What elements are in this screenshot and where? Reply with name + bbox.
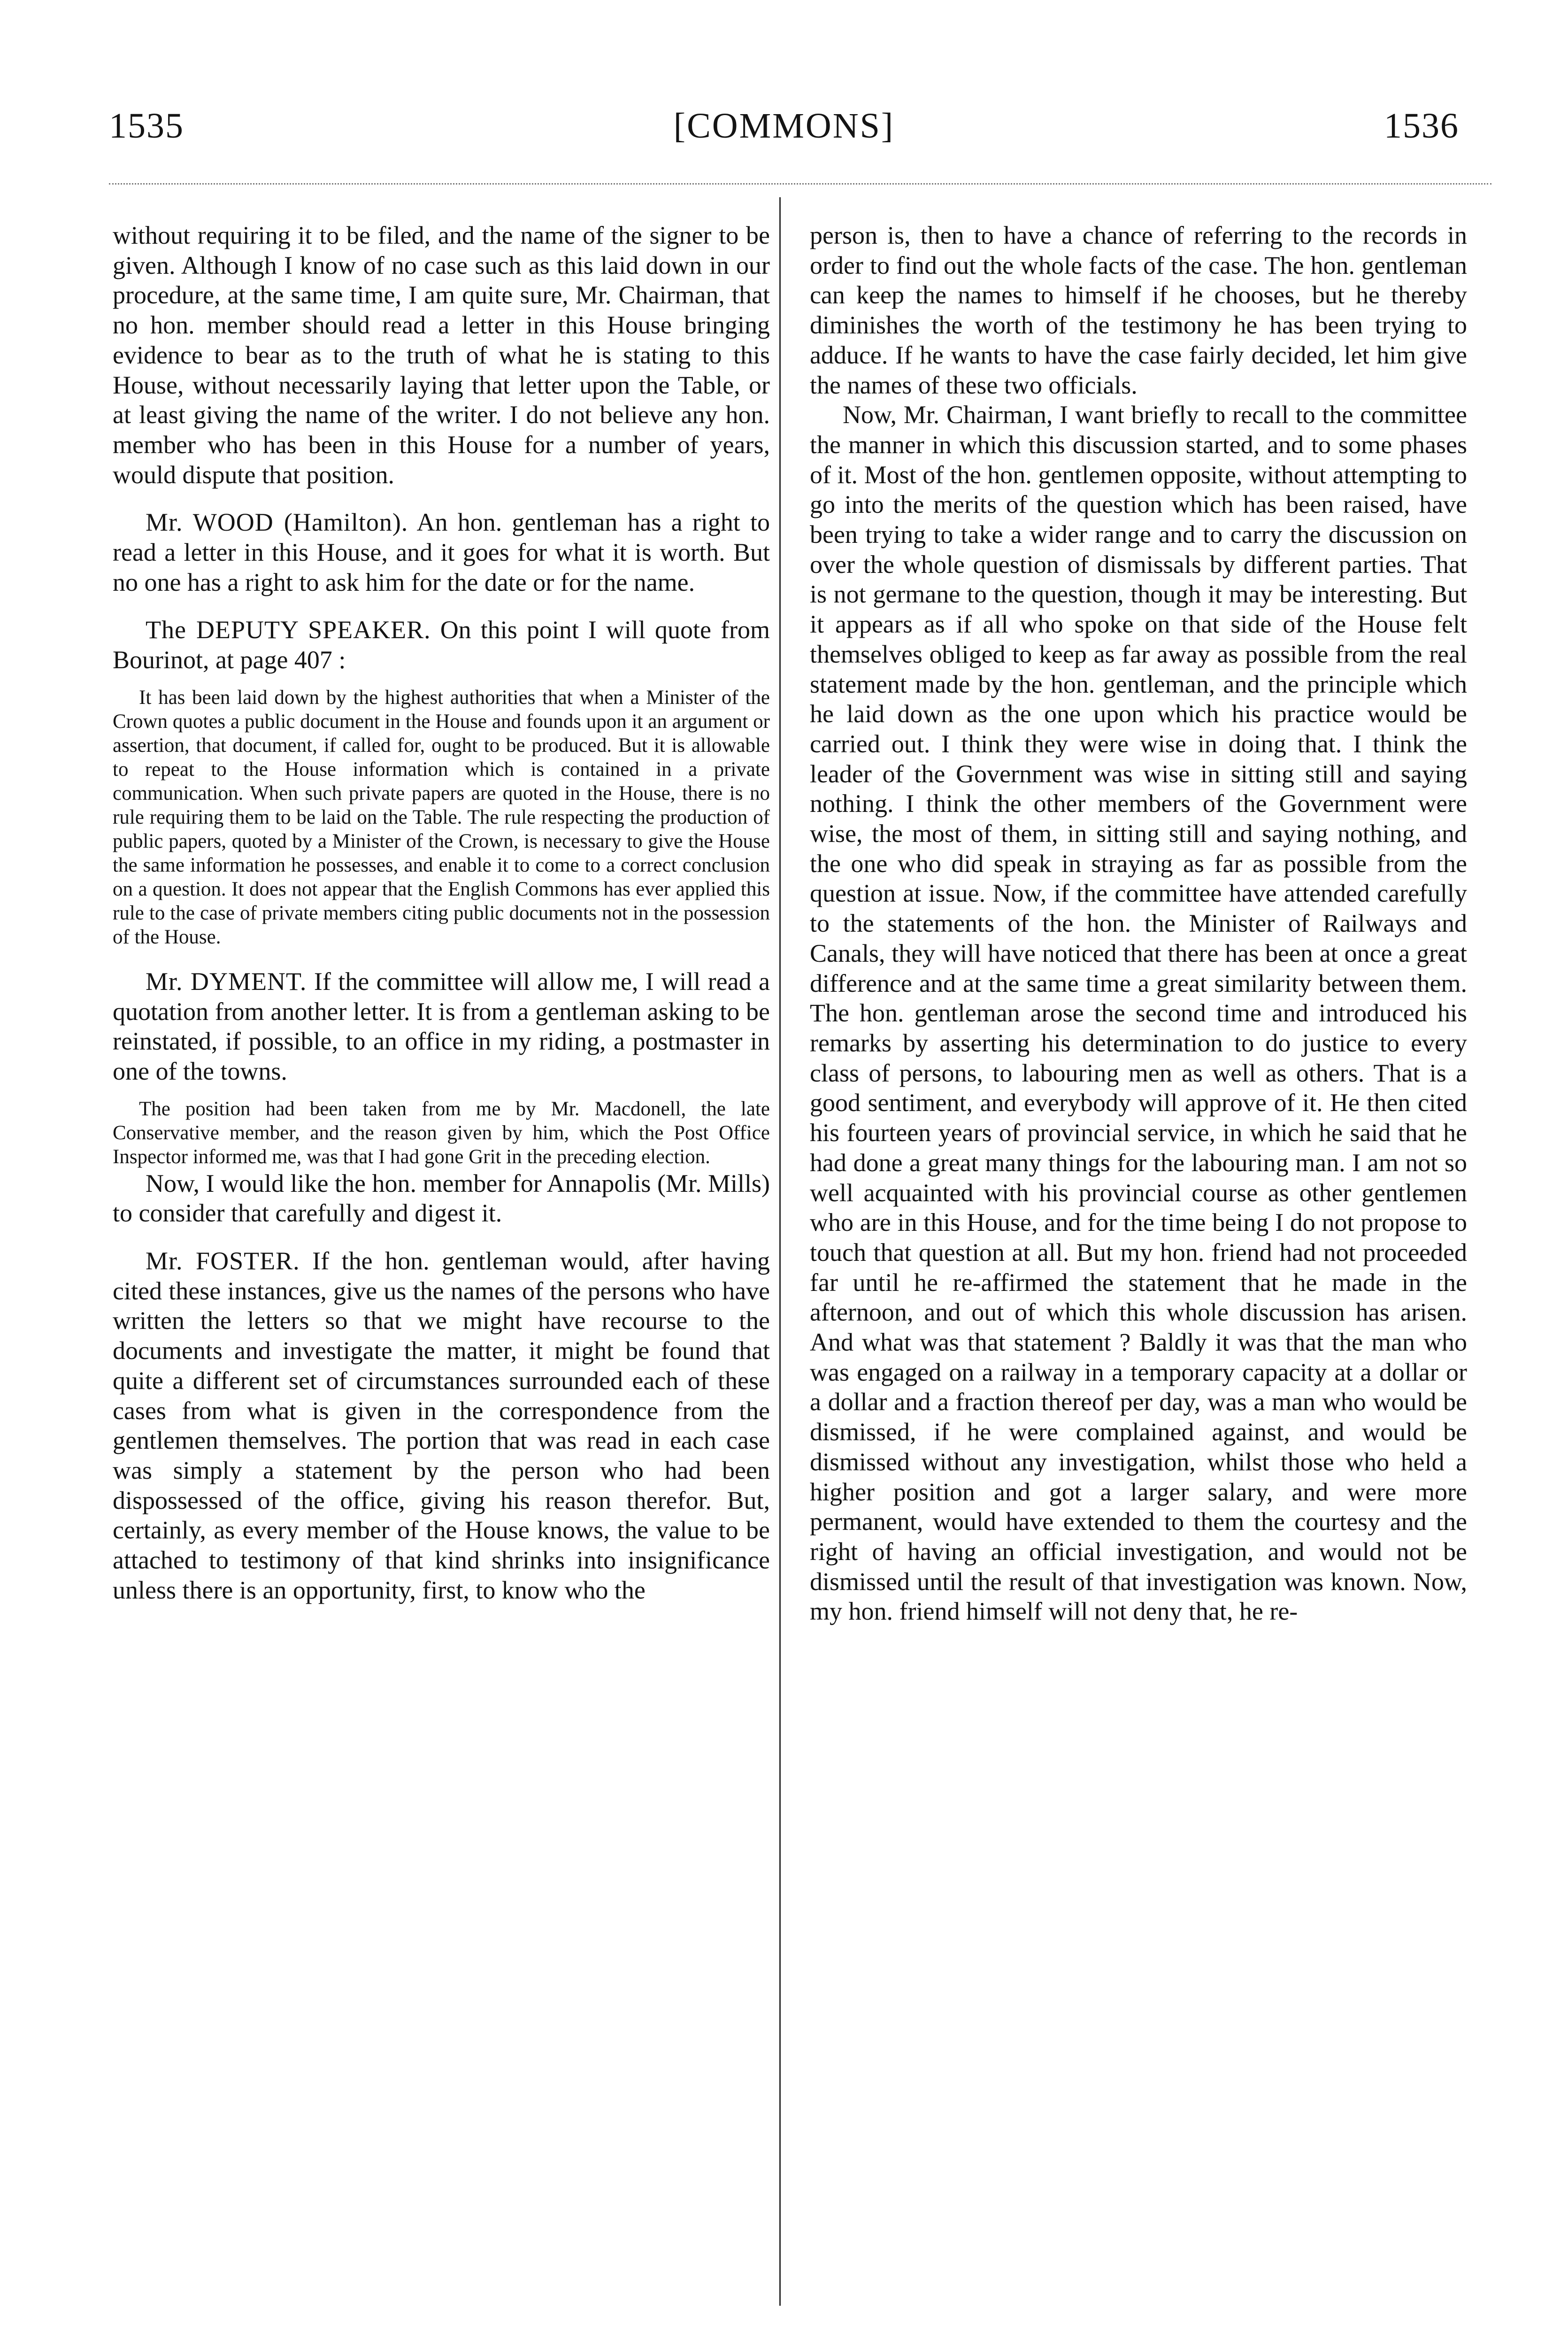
column-divider [779,197,781,2306]
right-column [810,221,1467,1627]
paragraph: The DEPUTY SPEAKER. On this point I will quote from Bourinot, at page 407 : [113,616,770,674]
paragraph: Mr. WOOD (Hamilton). An hon. gentleman has a right to read a letter in this House, and it goes for what it is worth. But no one has a right to ask him for the date or for the name. [113,508,770,596]
left-column [113,221,770,1606]
paragraph: Mr. DYMENT. If the committee will allow me, I will read a quotation from another letter. It is from a gentleman asking to be reinstated, if possible, to an office in my riding, a postmaster in one of the towns. [113,967,770,1085]
block-quote: It has been laid down by the highest authorities that when a Minister of the Crown quotes a public document in the House and founds upon it an argument or assertion, that document, if called for, ought to be produced. But it is allowable to repeat to the House information which is contained in a private communication. When such private papers are quoted in the House, there is no rule requiring them to be laid on the Table. The rule respecting the production of public papers, quoted by a Minister of the Crown, is necessary to give the House the same information he possesses, and enable it to come to a correct conclusion on a question. It does not appear that the English Commons has ever applied this rule to the case of private members citing public documents not in the possession of the House. [113,686,770,948]
block-quote: The position had been taken from me by Mr. Macdonell, the late Conservative member, and the reason given by him, which the Post Office Inspector informed me, was that I had gone Grit in the preceding election. [113,1097,770,1168]
paragraph: without requiring it to be filed, and the name of the signer to be given. Although I know of no case such as this laid down in our procedure, at the same time, I am quite sure, Mr. Chairman, that no hon. member should read a letter in this House bringing evidence to bear as to the truth of what he is stating to this House, without necessarily laying that letter upon the Table, or at least giving the name of the writer. I do not believe any hon. member who has been in this House for a number of years, would dispute that position. [113,221,770,489]
speaker-name: Mr. DYMENT. [146,967,307,996]
page-number-right: 1536 [1384,106,1459,146]
paragraph: Now, I would like the hon. member for Annapolis (Mr. Mills) to consider that carefully and digest it. [113,1169,770,1228]
page-header [0,106,1568,167]
header-rule [109,183,1491,185]
paragraph: Now, Mr. Chairman, I want briefly to recall to the committee the manner in which this discussion started, and to some phases of it. Most of the hon. gentlemen opposite, without attempting to go into the merits of the question which has been raised, have been trying to take a wider range and to carry the discussion on over the whole question of dismissals by different parties. That is not germane to the question, though it may be interesting. But it appears as if all who spoke on that side of the House felt themselves obliged to keep as far away as possible from the real statement made by the hon. gentleman, and the principle which he laid down as the one upon which his practice would be carried out. I think they were wise in doing that. I think the leader of the Government was wise in sitting still and saying nothing. I think the other members of the Government were wise, the most of them, in sitting still and saying nothing, and the one who did speak in straying as far as possible from the question at issue. Now, if the committee have attended carefully to the statements of the hon. the Minister of Railways and Canals, they will have noticed that there has been at once a great difference and at the same time a great similarity between them. The hon. gentleman arose the second time and introduced his remarks by asserting his determination to do justice to every class of persons, to labouring men as well as others. That is a good sentiment, and everybody will approve of it. He then cited his fourteen years of provincial service, in which he said that he had done a great many things for the labouring man. I am not so well acquainted with his provincial course as other gentlemen who are in this House, and for the time being I do not propose to touch that question at all. But my hon. friend had not proceeded far until he re-affirmed the statement that he made in the afternoon, and out of which this whole discussion has arisen. And what was that statement ? Baldly it was that the man who was engaged on a railway in a temporary capacity at a dollar or a dollar and a fraction thereof per day, was a man who would be dismissed, if he were complained against, and would be dismissed without any investigation, whilst those who held a higher position and got a larger salary, and were more permanent, would have extended to them the courtesy and the right of having an official investigation, and would not be dismissed until the result of that investigation was known. Now, my hon. friend himself will not deny that, he re- [810,401,1467,1626]
speaker-name: The DEPUTY SPEAKER. [146,616,431,644]
speaker-name: Mr. WOOD (Hamilton). [146,508,408,537]
running-title: [COMMONS] [673,106,895,146]
paragraph: Mr. FOSTER. If the hon. gentleman would, after having cited these instances, give us the names of the persons who have written the letters so that we might have recourse to the documents and investigate the matter, it might be found that quite a different set of circumstances surrounded each of these cases from what is given in the correspondence from the gentlemen themselves. The portion that was read in each case was simply a statement by the person who had been dispossessed of the office, giving his reason therefor. But, certainly, as every member of the House knows, the value to be attached to testimony of that kind shrinks into insignificance unless there is an opportunity, first, to know who the [113,1247,770,1604]
page-number-left: 1535 [109,106,184,146]
speaker-name: Mr. FOSTER. [146,1247,300,1275]
paragraph: person is, then to have a chance of referring to the records in order to find out the whole facts of the case. The hon. gentleman can keep the names to himself if he chooses, but he thereby diminishes the worth of the testimony he has been trying to adduce. If he wants to have the case fairly decided, let him give the names of these two officials. [810,221,1467,399]
